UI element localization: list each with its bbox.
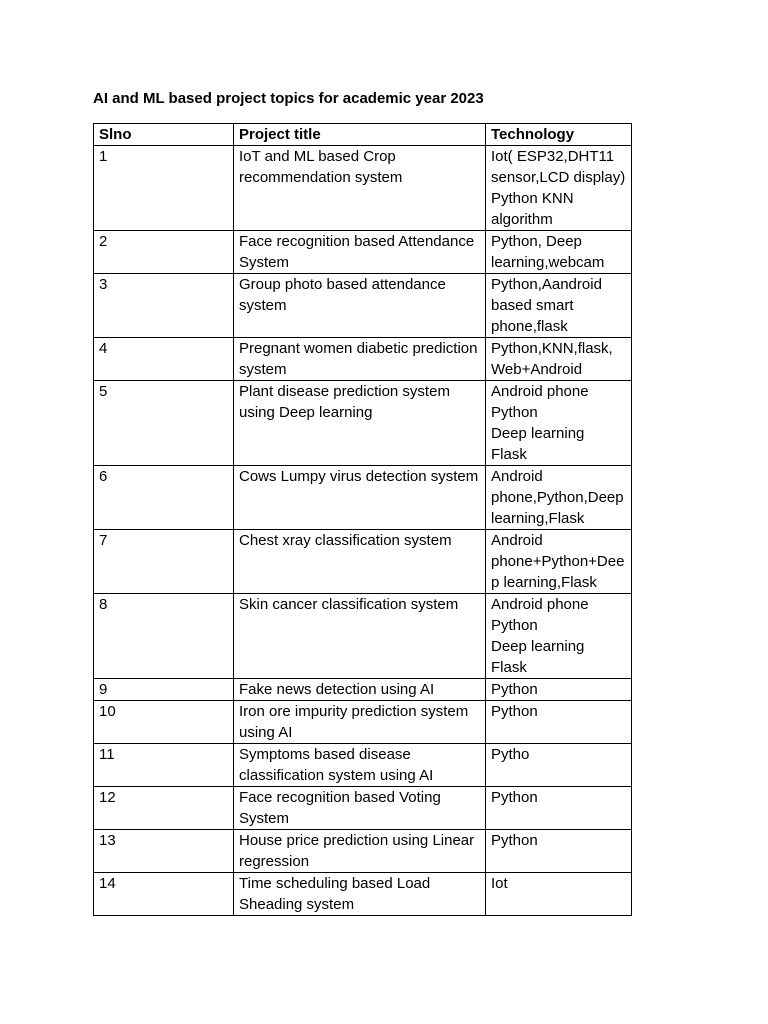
cell-slno: 2	[94, 231, 234, 274]
technology-line: Deep learning	[491, 425, 585, 442]
cell-technology	[486, 744, 632, 787]
cell-technology	[486, 594, 632, 679]
table-body	[94, 146, 632, 916]
table-row	[94, 873, 632, 916]
cell-slno: 5	[94, 381, 234, 466]
table-header-row	[94, 124, 632, 146]
table-row	[94, 594, 632, 679]
cell-slno: 13	[94, 830, 234, 873]
cell-technology	[486, 830, 632, 873]
cell-technology	[486, 381, 632, 466]
table-row	[94, 466, 632, 530]
table-row	[94, 744, 632, 787]
cell-technology	[486, 231, 632, 274]
table-row	[94, 787, 632, 830]
header-technology: Technology	[486, 124, 632, 146]
cell-technology	[486, 466, 632, 530]
technology-line: Python	[491, 404, 538, 421]
cell-project-title: Symptoms based disease classification system using AI	[234, 744, 486, 787]
cell-slno: 1	[94, 146, 234, 231]
cell-project-title: IoT and ML based Crop recommendation system	[234, 146, 486, 231]
project-topics-table	[93, 123, 632, 916]
cell-slno: 9	[94, 679, 234, 701]
cell-slno: 8	[94, 594, 234, 679]
technology-line: Python	[491, 681, 538, 698]
cell-project-title: Cows Lumpy virus detection system	[234, 466, 486, 530]
cell-project-title: Pregnant women diabetic prediction system	[234, 338, 486, 381]
table-row	[94, 338, 632, 381]
cell-slno: 3	[94, 274, 234, 338]
cell-slno: 14	[94, 873, 234, 916]
cell-slno: 11	[94, 744, 234, 787]
technology-line: Iot( ESP32,DHT11 sensor,LCD display)	[491, 148, 626, 186]
technology-line: Python	[491, 703, 538, 720]
cell-project-title: Iron ore impurity prediction system using AI	[234, 701, 486, 744]
cell-slno: 7	[94, 530, 234, 594]
table-row	[94, 146, 632, 231]
cell-technology	[486, 274, 632, 338]
technology-line: Iot	[491, 875, 508, 892]
technology-line: Flask	[491, 659, 527, 676]
cell-project-title: Chest xray classification system	[234, 530, 486, 594]
cell-technology	[486, 338, 632, 381]
table-row	[94, 830, 632, 873]
technology-line: Android phone	[491, 383, 589, 400]
technology-line: Python KNN algorithm	[491, 190, 574, 228]
cell-slno: 6	[94, 466, 234, 530]
technology-line: Android phone	[491, 596, 589, 613]
cell-technology	[486, 787, 632, 830]
technology-line: Deep learning	[491, 638, 585, 655]
cell-technology	[486, 530, 632, 594]
technology-line: Python, Deep learning,webcam	[491, 233, 605, 271]
table-row	[94, 381, 632, 466]
document-title: AI and ML based project topics for academic year 2023	[93, 90, 484, 107]
technology-line: Android phone+Python+Deep learning,Flask	[491, 532, 625, 591]
cell-project-title: House price prediction using Linear regression	[234, 830, 486, 873]
cell-project-title: Fake news detection using AI	[234, 679, 486, 701]
cell-slno: 4	[94, 338, 234, 381]
cell-project-title: Face recognition based Attendance System	[234, 231, 486, 274]
table-row	[94, 701, 632, 744]
technology-line: Python	[491, 617, 538, 634]
technology-line: Python	[491, 832, 538, 849]
header-project-title: Project title	[234, 124, 486, 146]
cell-slno: 12	[94, 787, 234, 830]
technology-line: Python,Aandroid based smart phone,flask	[491, 276, 602, 335]
cell-slno: 10	[94, 701, 234, 744]
technology-line: Python	[491, 789, 538, 806]
table-row	[94, 679, 632, 701]
cell-technology	[486, 701, 632, 744]
cell-technology	[486, 679, 632, 701]
cell-technology	[486, 146, 632, 231]
technology-line: Python,KNN,flask, Web+Android	[491, 340, 613, 378]
table-row	[94, 231, 632, 274]
cell-project-title: Time scheduling based Load Sheading system	[234, 873, 486, 916]
cell-project-title: Plant disease prediction system using Deep learning	[234, 381, 486, 466]
cell-technology	[486, 873, 632, 916]
technology-line: Android phone,Python,Deep learning,Flask	[491, 468, 624, 527]
cell-project-title: Skin cancer classification system	[234, 594, 486, 679]
cell-project-title: Face recognition based Voting System	[234, 787, 486, 830]
table-row	[94, 530, 632, 594]
technology-line: Pytho	[491, 746, 530, 763]
cell-project-title: Group photo based attendance system	[234, 274, 486, 338]
technology-line: Flask	[491, 446, 527, 463]
header-slno: Slno	[94, 124, 234, 146]
table-row	[94, 274, 632, 338]
